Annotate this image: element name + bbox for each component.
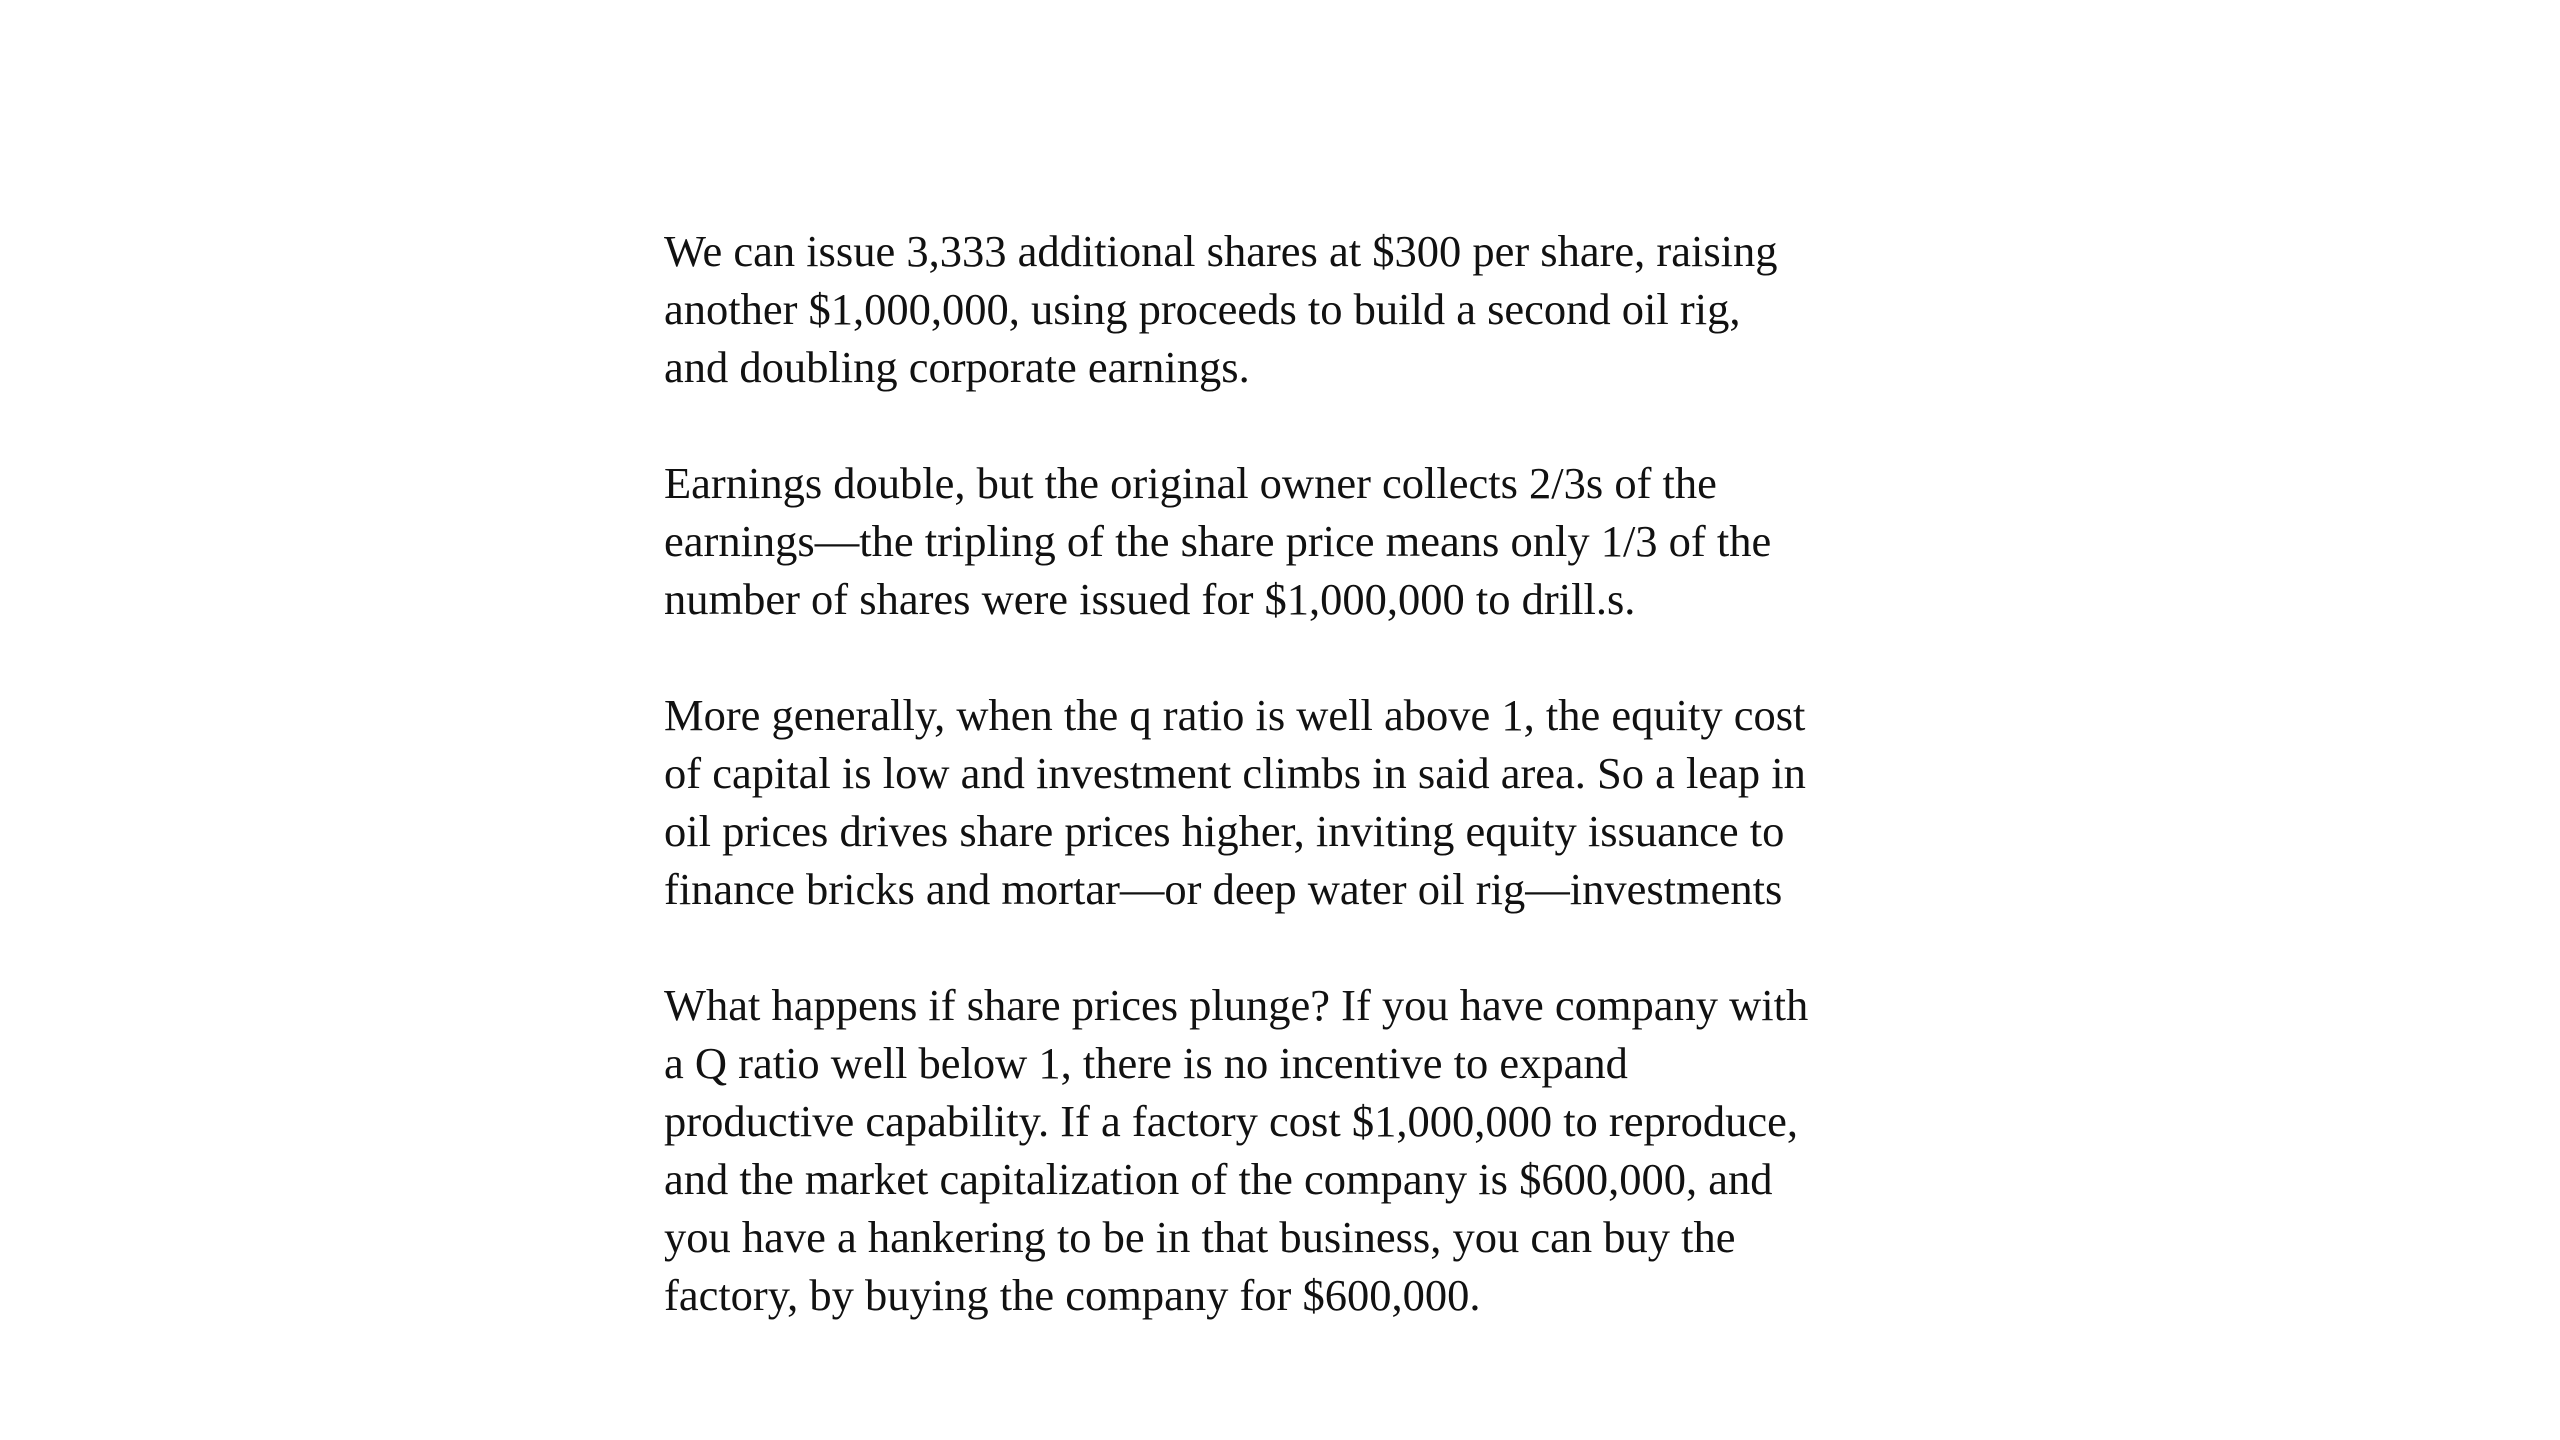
- text-line: More generally, when the q ratio is well above 1, the equity cost: [664, 690, 1806, 740]
- paragraph-q-ratio-above: [664, 686, 1954, 918]
- text-line: We can issue 3,333 additional shares at $300 per share, raising: [664, 226, 1778, 276]
- document-body: [664, 222, 1954, 1382]
- text-line: earnings—the tripling of the share price means only 1/3 of the: [664, 516, 1772, 566]
- paragraph-earnings-double: [664, 454, 1954, 628]
- text-line: factory, by buying the company for $600,000.: [664, 1270, 1481, 1320]
- text-line: finance bricks and mortar—or deep water oil rig—investments: [664, 864, 1783, 914]
- text-line: another $1,000,000, using proceeds to build a second oil rig,: [664, 284, 1741, 334]
- paragraph-share-issuance: [664, 222, 1954, 396]
- text-line: number of shares were issued for $1,000,000 to drill.s.: [664, 574, 1636, 624]
- text-line: and the market capitalization of the company is $600,000, and: [664, 1154, 1773, 1204]
- text-line: Earnings double, but the original owner collects 2/3s of the: [664, 458, 1717, 508]
- paragraph-q-ratio-below: [664, 976, 1954, 1324]
- text-line: oil prices drives share prices higher, inviting equity issuance to: [664, 806, 1785, 856]
- text-line: productive capability. If a factory cost $1,000,000 to reproduce,: [664, 1096, 1798, 1146]
- text-line: a Q ratio well below 1, there is no incentive to expand: [664, 1038, 1628, 1088]
- text-line: and doubling corporate earnings.: [664, 342, 1250, 392]
- text-line: What happens if share prices plunge? If you have company with: [664, 980, 1809, 1030]
- text-line: you have a hankering to be in that business, you can buy the: [664, 1212, 1736, 1262]
- text-line: of capital is low and investment climbs in said area. So a leap in: [664, 748, 1806, 798]
